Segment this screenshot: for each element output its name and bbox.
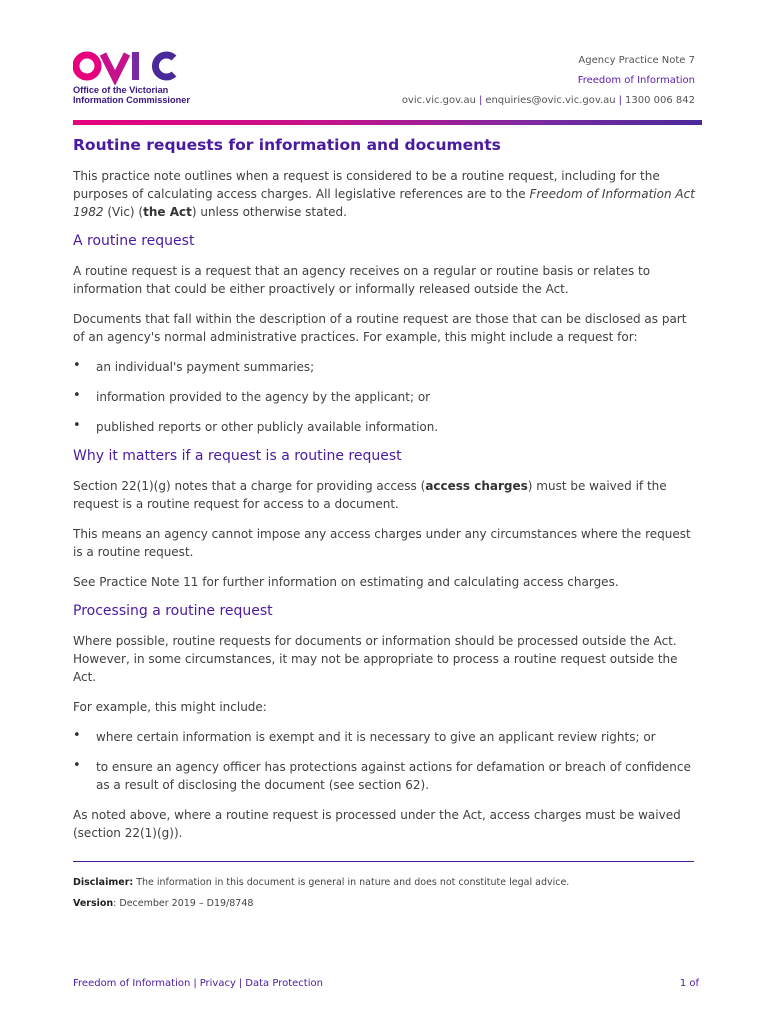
document-body bbox=[73, 136, 695, 854]
practice-note-label: Agency Practice Note 7 bbox=[578, 55, 695, 66]
website-link[interactable]: ovic.vic.gov.au bbox=[401, 95, 476, 106]
page-title: Routine requests for information and documents bbox=[73, 136, 501, 154]
section-heading-processing: Processing a routine request bbox=[73, 603, 273, 619]
footer-divider bbox=[73, 861, 694, 862]
paragraph: See Practice Note 11 for further information on estimating and calculating access charges. bbox=[73, 575, 619, 589]
paragraph bbox=[73, 477, 695, 513]
phone-number: 1300 006 842 bbox=[625, 95, 695, 106]
intro-text: (Vic) ( bbox=[103, 205, 144, 219]
logo-line-1: Office of the Victorian bbox=[73, 85, 169, 95]
separator: | bbox=[193, 978, 197, 989]
disclaimer-text: The information in this document is general in nature and does not constitute legal advice. bbox=[133, 877, 570, 888]
intro-text: ) unless otherwise stated. bbox=[191, 205, 347, 219]
header-gradient-bar bbox=[73, 120, 702, 125]
paragraph-text: Section 22(1)(g) notes that a charge for providing access ( bbox=[73, 479, 426, 493]
version-label: Version bbox=[73, 898, 114, 909]
bullet-list bbox=[73, 358, 695, 436]
separator: | bbox=[618, 95, 623, 106]
disclaimer-label: Disclaimer: bbox=[73, 877, 134, 888]
footer-links bbox=[73, 978, 323, 989]
logo-subtitle bbox=[73, 85, 190, 105]
act-short-name: the Act bbox=[143, 205, 192, 219]
version-line bbox=[73, 893, 569, 914]
act-name: Freedom of Information Act 1982 bbox=[73, 187, 695, 219]
email-link[interactable]: enquiries@ovic.vic.gov.au bbox=[485, 95, 616, 106]
bullet-list bbox=[73, 728, 695, 794]
footer-link-privacy[interactable]: Privacy bbox=[199, 978, 236, 989]
paragraph-text: ) must be waived if the request is a routine request for access to a document. bbox=[73, 479, 667, 511]
separator: | bbox=[478, 95, 483, 106]
paragraph: As noted above, where a routine request is processed under the Act, access charges must be waived (section 22(1)(g)). bbox=[73, 808, 681, 840]
disclaimer-line bbox=[73, 872, 569, 893]
intro-text: This practice note outlines when a request is considered to be a routine request, including for the purposes of calculating access charges. All legislative references are to the bbox=[73, 169, 660, 201]
version-text: : December 2019 – D19/8748 bbox=[113, 898, 254, 909]
paragraph: Where possible, routine requests for documents or information should be processed outside the Act. However, in some circumstances, it may not be appropriate to process a routine request outside the Act. bbox=[73, 634, 678, 684]
defined-term: access charges bbox=[425, 479, 528, 493]
list-item: • published reports or other publicly available information. bbox=[73, 418, 695, 436]
ovic-logo bbox=[73, 49, 203, 109]
paragraph: This means an agency cannot impose any access charges under any circumstances where the request is a routine request. bbox=[73, 527, 691, 559]
page-number: 1 of bbox=[679, 978, 699, 989]
header-category: Freedom of Information bbox=[577, 75, 695, 86]
separator: | bbox=[238, 978, 243, 989]
footer-link-foi[interactable]: Freedom of Information bbox=[73, 978, 191, 989]
paragraph: Documents that fall within the description of a routine request are those that can be disclosed as part of an agency's normal administrative practices. For example, this might include a request for: bbox=[73, 312, 687, 344]
list-item: • information provided to the agency by the applicant; or bbox=[73, 388, 695, 406]
ovic-wordmark bbox=[73, 49, 183, 85]
list-item: • an individual's payment summaries; bbox=[73, 358, 695, 376]
section-heading-why-it-matters: Why it matters if a request is a routine request bbox=[73, 448, 402, 464]
intro-paragraph bbox=[73, 167, 695, 221]
section-heading-routine-request: A routine request bbox=[73, 233, 195, 249]
list-item: • to ensure an agency officer has protections against actions for defamation or breach of confidence as a result of disclosing the document (see section 62). bbox=[73, 758, 695, 794]
contact-line bbox=[402, 91, 695, 111]
logo-line-2: Information Commissioner bbox=[73, 95, 190, 105]
paragraph: For example, this might include: bbox=[73, 700, 267, 714]
footer-link-data-protection[interactable]: Data Protection bbox=[245, 978, 323, 989]
header-meta bbox=[402, 51, 695, 111]
disclaimer-block bbox=[73, 872, 569, 914]
paragraph: A routine request is a request that an agency receives on a regular or routine basis or relates to information that could be either proactively or informally released outside the Act. bbox=[73, 264, 651, 296]
list-item: • where certain information is exempt and it is necessary to give an applicant review rights; or bbox=[73, 728, 695, 746]
